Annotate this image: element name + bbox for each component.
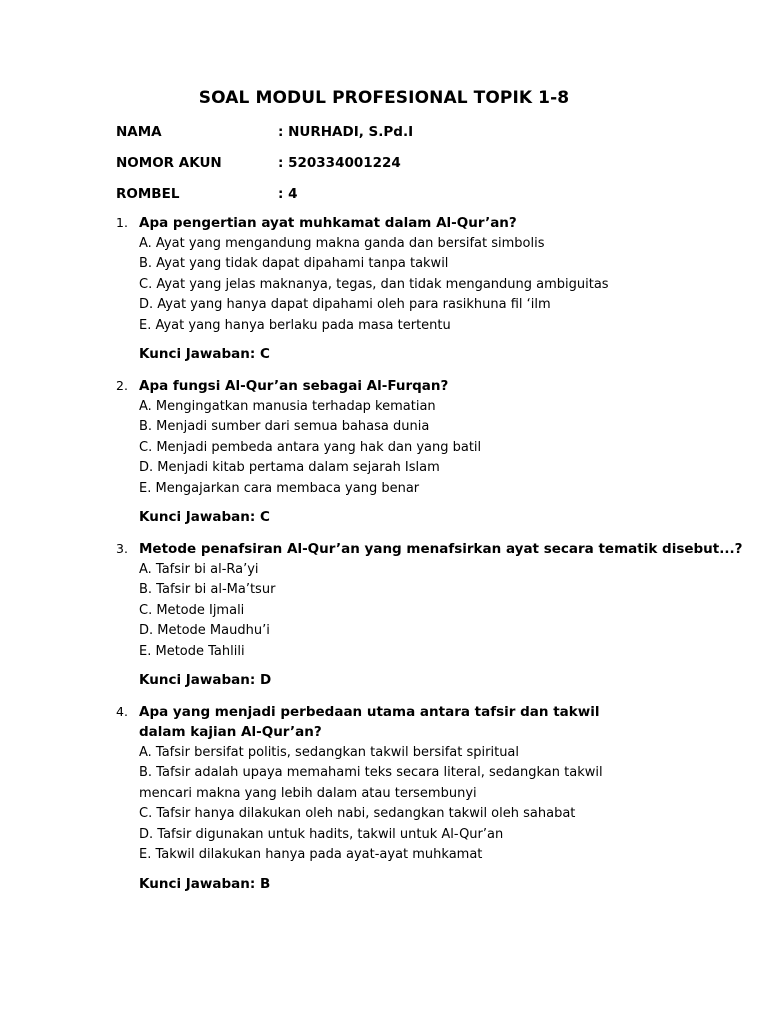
answer-key: Kunci Jawaban: D — [139, 672, 272, 688]
identity-label: NAMA — [116, 124, 162, 140]
option-d: D. Metode Maudhu’i — [139, 623, 270, 639]
answer-key: Kunci Jawaban: C — [139, 346, 270, 362]
option-list — [139, 234, 639, 336]
option-a: A. Ayat yang mengandung makna ganda dan bersifat simbolis — [139, 236, 545, 251]
document-title: SOAL MODUL PROFESIONAL TOPIK 1-8 — [198, 88, 570, 108]
option-e: E. Ayat yang hanya berlaku pada masa tertentu — [139, 317, 451, 333]
option-b: B. Menjadi sumber dari semua bahasa dunia — [139, 419, 430, 435]
question-number: 3. — [116, 541, 128, 556]
identity-label: NOMOR AKUN — [116, 155, 222, 171]
option-e: E. Metode Tahlili — [139, 643, 245, 659]
option-b: B. Tafsir bi al-Ma’tsur — [139, 582, 276, 598]
identity-value: : 520334001224 — [278, 155, 401, 171]
answer-key: Kunci Jawaban: B — [139, 876, 271, 892]
identity-value: : NURHADI, S.Pd.I — [278, 124, 414, 140]
option-d: D. Ayat yang hanya dapat dipahami oleh para rasikhuna fil ‘ilm — [139, 297, 551, 313]
question-text: Metode penafsiran Al-Qur’an yang menafsirkan ayat secara tematik disebut...? — [139, 541, 743, 557]
option-list — [139, 743, 639, 865]
question-number: 1. — [116, 215, 128, 230]
option-a: A. Mengingatkan manusia terhadap kematian — [139, 399, 436, 414]
option-d: D. Tafsir digunakan untuk hadits, takwil untuk Al-Qur’an — [139, 826, 504, 842]
option-a: A. Tafsir bi al-Ra’yi — [139, 562, 259, 577]
question-number: 4. — [116, 704, 128, 719]
answer-key: Kunci Jawaban: C — [139, 509, 270, 525]
option-c: C. Menjadi pembeda antara yang hak dan yang batil — [139, 439, 482, 455]
identity-value: : 4 — [278, 186, 298, 202]
question-text: Apa fungsi Al-Qur’an sebagai Al-Furqan? — [139, 378, 449, 394]
option-b: B. Ayat yang tidak dapat dipahami tanpa takwil — [139, 256, 449, 272]
identity-label: ROMBEL — [116, 186, 180, 202]
option-list — [139, 560, 639, 662]
question-text: Apa pengertian ayat muhkamat dalam Al-Qur’an? — [139, 215, 517, 231]
question-number: 2. — [116, 378, 128, 393]
option-c: C. Tafsir hanya dilakukan oleh nabi, sedangkan takwil oleh sahabat — [139, 806, 576, 822]
option-list — [139, 397, 639, 499]
question-text: Apa yang menjadi perbedaan utama antara tafsir dan takwil dalam kajian Al-Qur’an? — [139, 704, 600, 740]
option-c: C. Metode Ijmali — [139, 602, 245, 618]
option-c: C. Ayat yang jelas maknanya, tegas, dan tidak mengandung ambiguitas — [139, 276, 609, 292]
option-a: A. Tafsir bersifat politis, sedangkan takwil bersifat spiritual — [139, 745, 520, 760]
option-e: E. Takwil dilakukan hanya pada ayat-ayat muhkamat — [139, 847, 483, 863]
option-b: B. Tafsir adalah upaya memahami teks secara literal, sedangkan takwil mencari makna yang lebih dalam atau tersembunyi — [139, 765, 603, 801]
option-d: D. Menjadi kitab pertama dalam sejarah Islam — [139, 460, 440, 476]
option-e: E. Mengajarkan cara membaca yang benar — [139, 480, 420, 496]
